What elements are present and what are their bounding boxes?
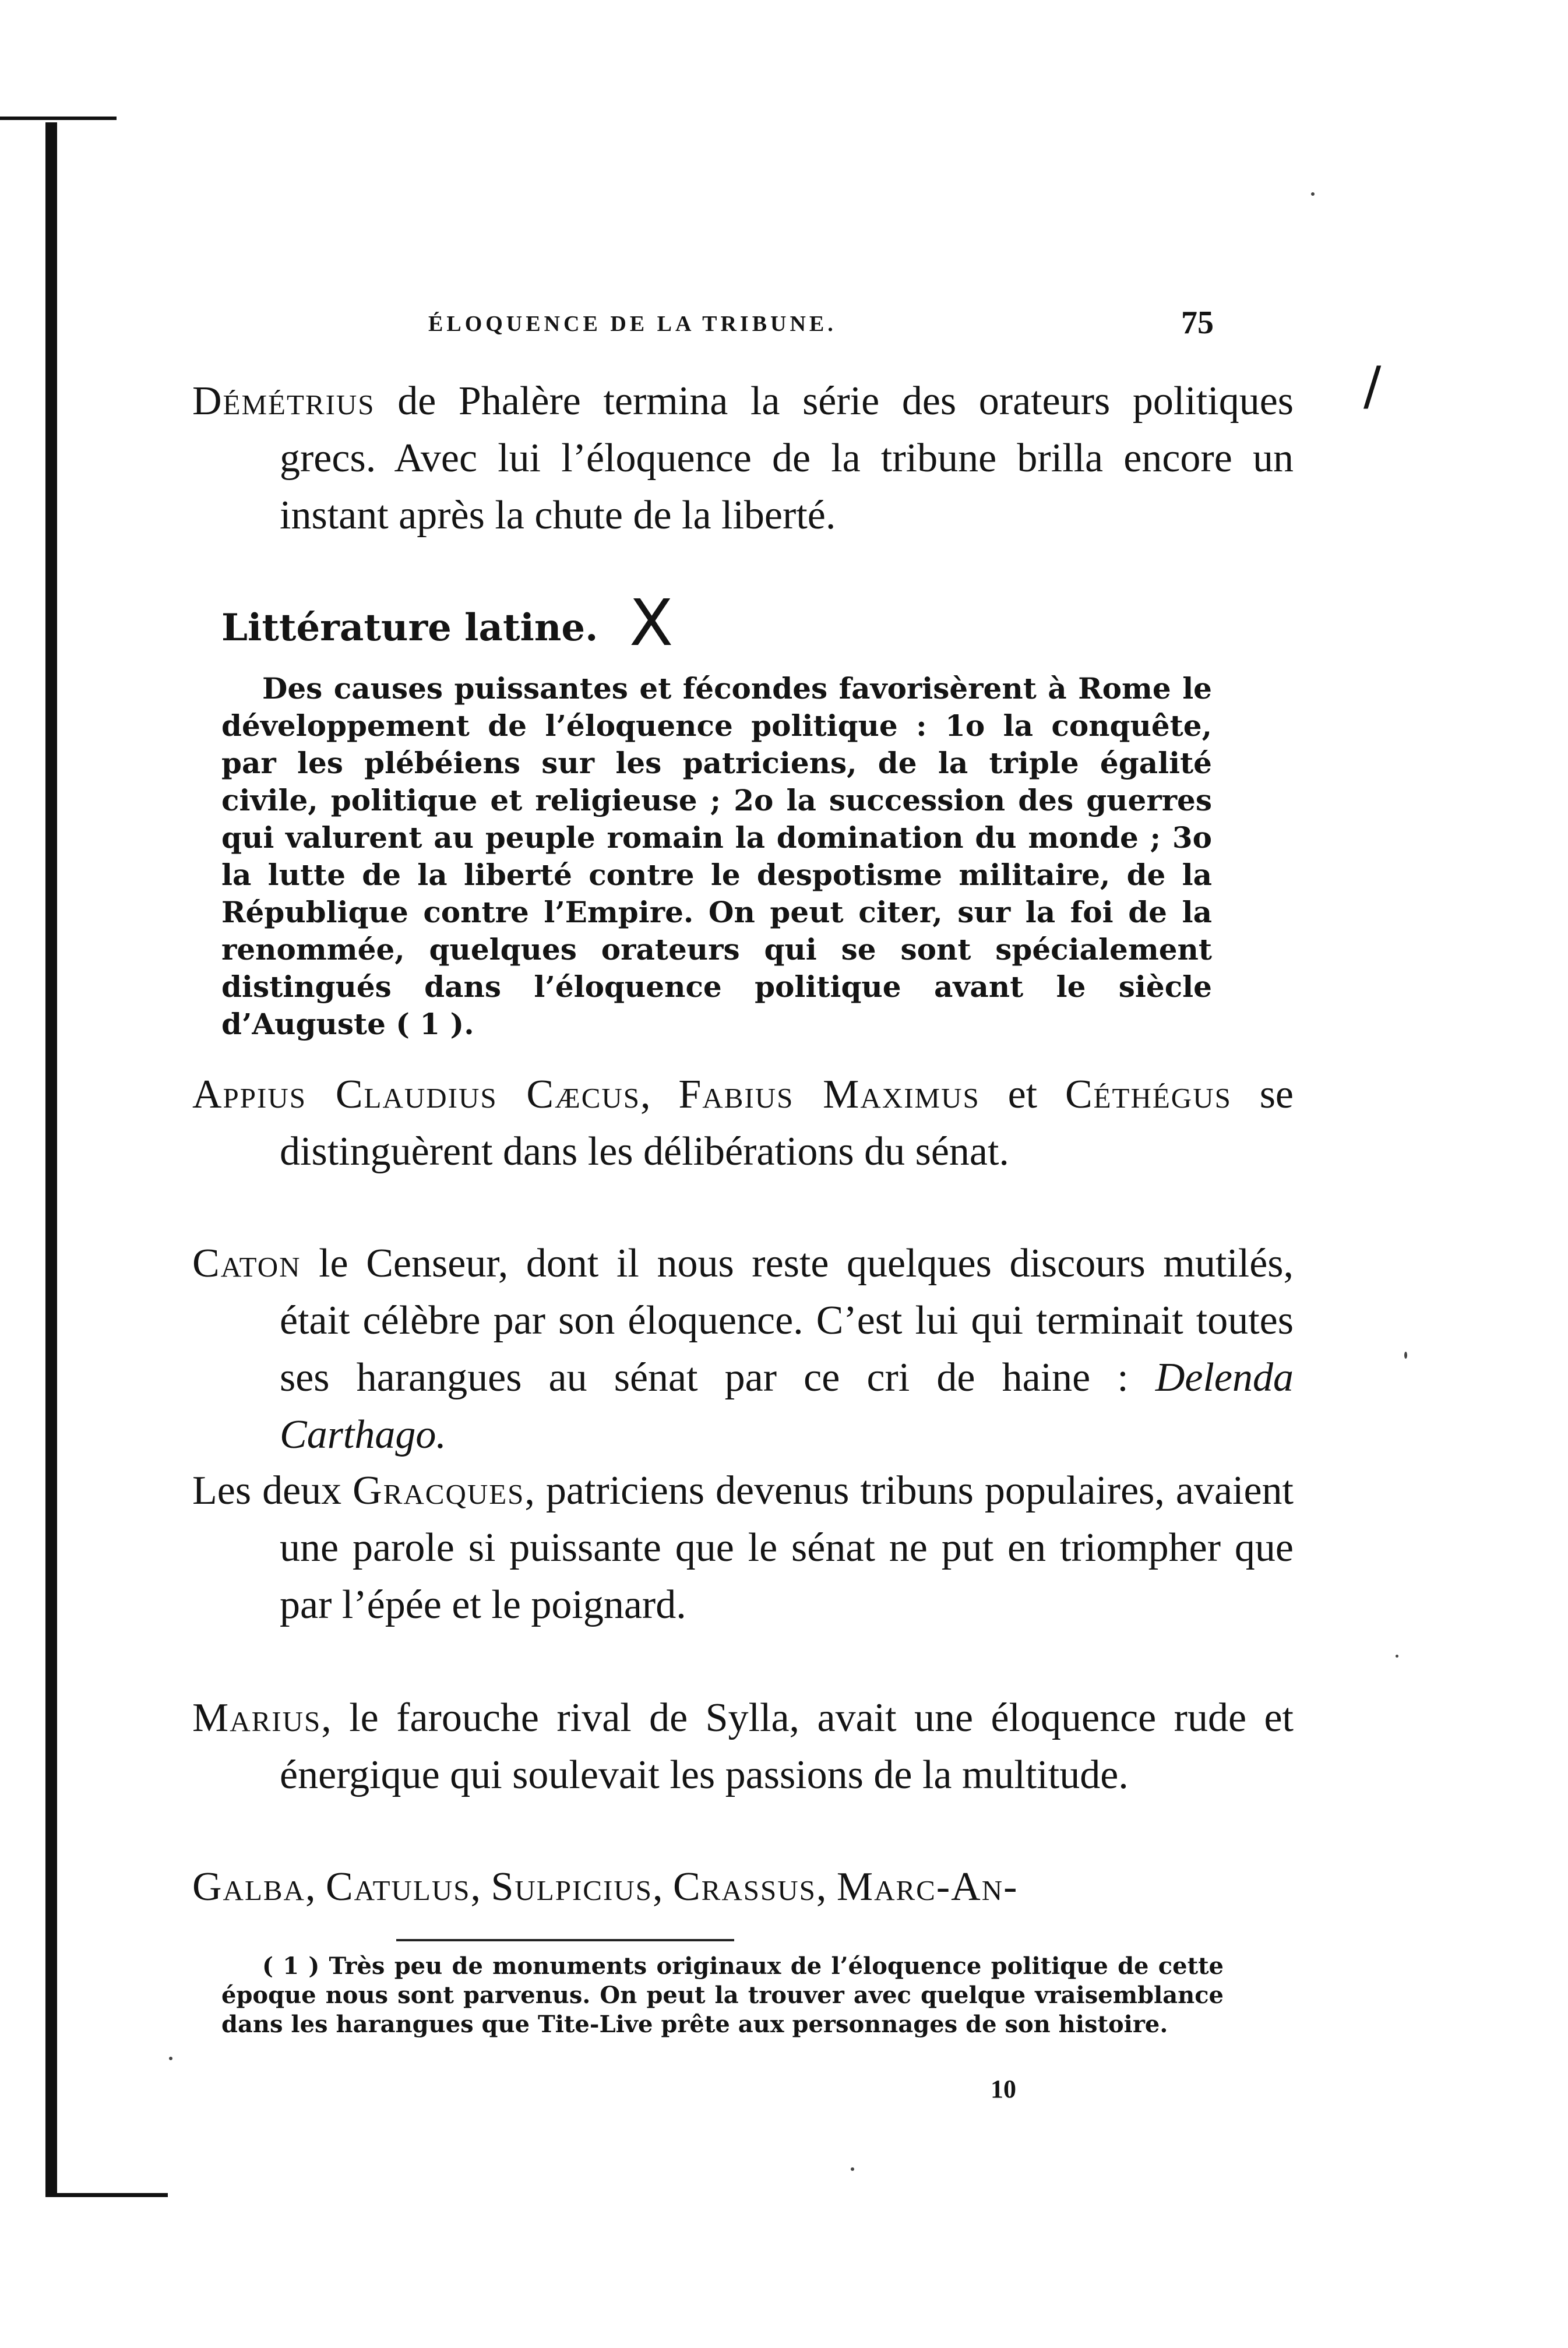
entry-text: , le farouche rival de Sylla, avait une éloquence rude et énergique qui soulevait les passions de la multitude. [280,1695,1294,1797]
orator-name: Crassus [672,1864,816,1909]
separator: , [816,1864,837,1909]
orator-name: Marius [192,1695,322,1740]
running-head: ÉLOQUENCE DE LA TRIBUNE. [428,312,837,336]
latin-quote: Delenda Carthago. [280,1355,1294,1457]
entry-marius [192,1690,1294,1804]
footnote-rule [396,1939,734,1941]
entry-gracques [192,1462,1294,1634]
orator-name: Gracques [353,1468,525,1513]
binding-edge-top [0,117,117,120]
orator-name: Démétrius [192,379,375,424]
orator-name: Galba [192,1864,305,1909]
orator-name: Céthégus [1065,1072,1232,1117]
binding-edge-bottom [45,2193,168,2197]
entry-text: Les deux [192,1468,353,1513]
footnote: ( 1 ) Très peu de monuments originaux de l’éloquence politique de cette époque nous sont parvenus. On peut la trouver avec quelque vraisemblance dans les harangues que Tite-Live prête aux personnages de son histoire. [221,1952,1224,2038]
entry-appius [192,1066,1294,1180]
separator: , [652,1864,673,1909]
entry-text: se distinguèrent dans les délibérations du sénat. [280,1072,1294,1174]
speck [851,2167,854,2171]
separator: , [470,1864,491,1909]
orator-name: Appius Claudius Cæcus [192,1072,641,1117]
page-header [428,304,1214,345]
entry-demetrius [192,373,1294,544]
entry-text: le Censeur, dont il nous reste quelques discours mutilés, était célèbre par son éloquence. C’est lui qui terminait toutes ses harangues au sénat par ce cri de haine : [280,1241,1294,1400]
speck [1396,1655,1398,1658]
section-title: Littérature latine. [221,606,598,650]
orator-name: Sulpicius [491,1864,653,1909]
handwritten-x-mark: X [629,586,674,660]
separator: et [979,1072,1065,1117]
orator-name: Caton [192,1241,301,1286]
entry-text: de Phalère termina la série des orateurs politiques grecs. Avec lui l’éloquence de la tribune brilla encore un instant après la chute de la liberté. [280,379,1294,538]
margin-mark: / [1363,355,1382,417]
orator-name: Catulus [325,1864,471,1909]
entry-galba [192,1859,1294,1916]
entry-text: , patriciens devenus tribuns populaires, avaient une parole si puissante que le sénat ne put en triompher que par l’épée et le poignard. [280,1468,1294,1627]
orator-name: Marc-An- [836,1864,1019,1909]
intro-paragraph: Des causes puissantes et fécondes favorisèrent à Rome le développement de l’éloquence politique : 1o la conquête, par les plébéiens sur les patriciens, de la triple égalité civile, politique et religieuse ; 2o la succession des guerres qui valurent au peuple romain la domination du monde ; 3o la lutte de la liberté contre le despotisme militaire, de la République contre l’Empire. On peut citer, sur la foi de la renommée, quelques orateurs qui se sont spécialement distingués dans l’éloquence politique avant le siècle d’Auguste ( 1 ). [221,671,1212,1041]
speck [1404,1352,1407,1359]
page-number: 75 [1181,305,1214,341]
speck [1311,192,1315,196]
separator: , [305,1864,326,1909]
speck [169,2057,172,2060]
signature-mark: 10 [991,2075,1016,2103]
entry-caton [192,1235,1294,1464]
orator-name: Fabius Maximus [678,1072,980,1117]
separator: , [640,1072,679,1117]
binding-edge [45,122,57,2197]
